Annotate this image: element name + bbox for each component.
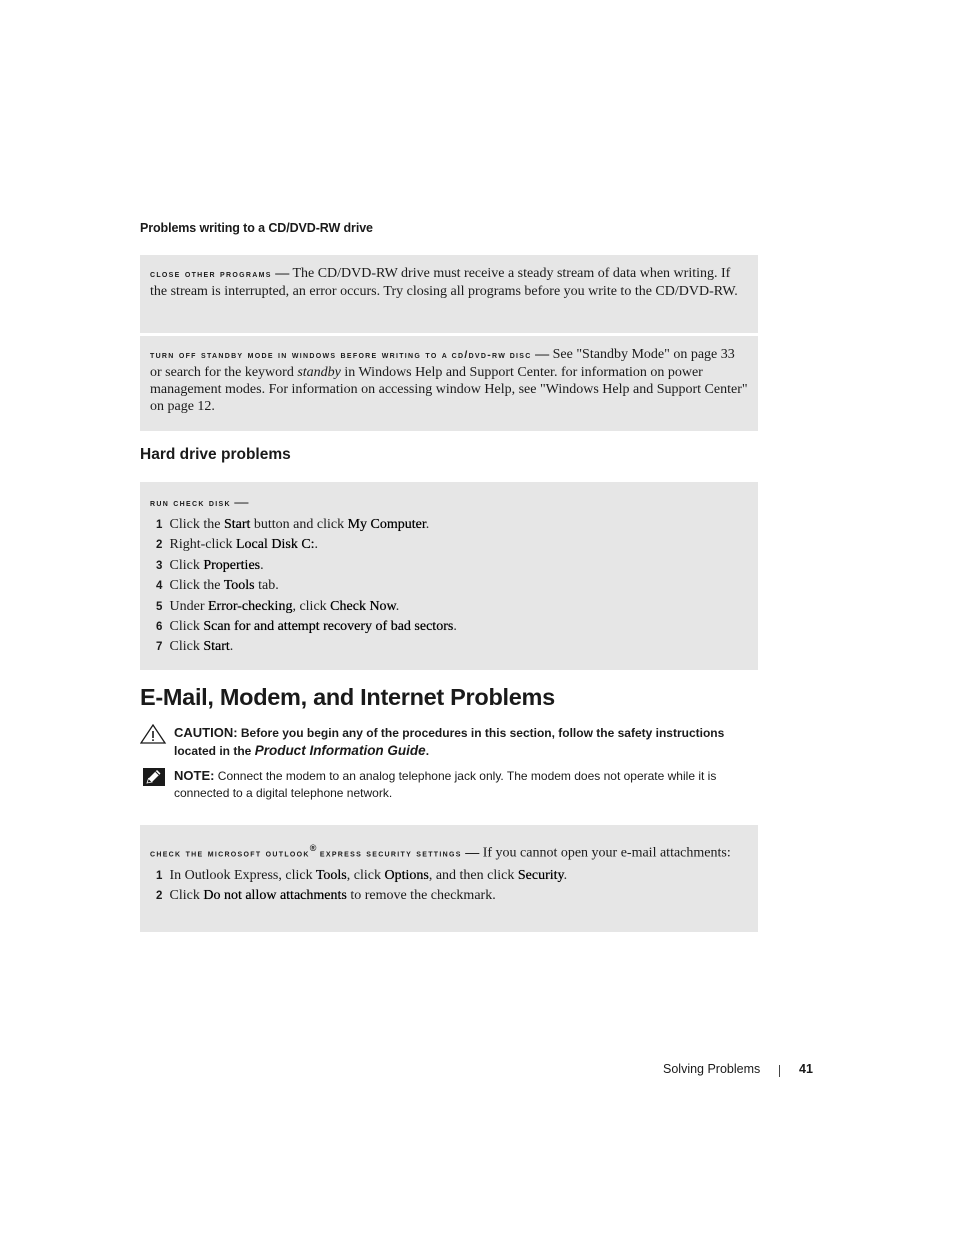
step-text: Click [169,618,204,634]
step-number: 1 [156,869,163,882]
subheading-cd-dvd-rw: Problems writing to a CD/DVD-RW drive [140,221,373,235]
step-item [156,556,748,576]
step-text: , click [346,867,385,883]
ui-term: Tools [223,578,255,594]
ui-term: Error-checking [208,598,293,614]
step-text: . [395,598,400,614]
tip-body: The CD/DVD-RW drive must receive a steady stream of data when writing. If the stream is interrupted, an error occurs. Try closing all programs before you write to the CD/DVD-RW. [150,266,738,299]
registered-mark: ® [309,843,317,853]
step-item [156,597,748,617]
tip-body: See "Standby Mode" on page 33 or search for the keyword [150,347,735,380]
step-item [156,886,748,906]
tip-lead-cont: express security settings [319,847,462,860]
heading-email-modem-internet: E-Mail, Modem, and Internet Problems [140,684,555,710]
tip-box-check-disk [140,482,758,670]
step-number: 7 [156,641,163,654]
ui-term: Security [517,867,564,883]
step-text: to remove the checkmark. [346,888,496,904]
step-text: Under [169,598,208,614]
tip-body: If you cannot open your e-mail attachments: [482,845,731,861]
step-number: 1 [156,519,163,531]
step-item [156,617,748,637]
note-label: NOTE: [174,768,215,783]
step-item [156,637,748,657]
ui-term: Start [223,517,251,532]
step-number: 5 [156,600,163,613]
page-footer [663,1062,813,1076]
ui-term: Start [203,639,230,655]
step-number: 2 [156,890,163,903]
tip-keyword: standby [297,365,341,380]
caution-label: CAUTION: [174,725,238,740]
tip-box-close-programs [140,255,758,333]
tip-dash: — [234,495,249,510]
step-text: button and click [250,517,348,532]
step-item [156,576,748,596]
ui-term: Local Disk C: [236,537,315,553]
step-text: . [314,537,319,553]
page-number: 41 [799,1062,813,1076]
note-text [174,767,760,802]
tip-text [150,265,748,300]
step-text: Click the [169,578,224,594]
tip-lead-cdrw: cd/dvd-rw [451,349,507,361]
tip-lead-disc: disc [509,349,532,361]
caution-end: . [425,744,430,758]
tip-lead: check the microsoft outlook [150,847,310,860]
tip-body-cont: in Windows Help and Support Center. for information on power management modes. For information on accessing window Help, see "Windows Help and Support Center" on page 12. [150,365,748,414]
tip-dash: — [535,347,550,362]
step-text: Click the [169,517,224,532]
step-text: . [260,557,264,573]
step-text: Click [169,557,204,573]
step-item [156,515,748,535]
step-text: Right-click [169,537,236,553]
tip-box-outlook-security [140,825,758,932]
caution-text [174,724,760,760]
note-pencil-icon [142,767,168,789]
step-number: 6 [156,620,163,633]
step-text: . [453,618,457,634]
step-text: . [563,867,568,883]
step-text: Click [169,639,204,655]
ui-term: My Computer [347,517,426,532]
outlook-steps [150,866,748,907]
tip-text [150,494,748,512]
ui-term: Tools [315,867,347,883]
ui-term: Do not allow attachments [203,888,347,904]
step-text: , and then click [428,867,518,883]
tip-dash: — [275,266,290,281]
tip-text [150,840,748,863]
step-item [156,866,748,886]
step-text: In Outlook Express, click [169,867,316,883]
step-number: 2 [156,539,163,552]
step-item [156,535,748,555]
check-disk-steps [150,515,748,658]
note-body: Connect the modem to an analog telephone jack only. The modem does not operate while it is connected to a digital telephone network. [174,769,717,800]
ui-term: Options [384,867,429,883]
caution-body: Before you begin any of the procedures in this section, follow the safety instructions located in the [174,726,725,758]
step-text: . [425,517,430,532]
tip-lead: close other programs [150,268,272,280]
footer-divider [779,1065,780,1077]
step-text: . [229,639,234,655]
note-notice [140,767,760,802]
tip-text [150,346,748,415]
step-text: tab. [254,578,279,594]
tip-box-standby [140,336,758,431]
tip-lead: turn off standby mode in windows before writing to a [150,349,449,361]
tip-dash: — [465,845,480,861]
step-number: 4 [156,580,163,593]
tip-lead: run check disk [150,497,231,509]
caution-guide-title: Product Information Guide [254,743,426,758]
step-text: Click [169,888,204,904]
footer-section-name: Solving Problems [663,1062,761,1076]
ui-term: Properties [203,557,261,573]
heading-hard-drive: Hard drive problems [140,446,291,463]
caution-notice [140,724,760,760]
ui-term: Check Now [330,598,396,614]
step-number: 3 [156,559,163,572]
warning-triangle-icon [140,724,168,744]
ui-term: Scan for and attempt recovery of bad sectors [203,618,454,634]
step-text: , click [292,598,331,614]
